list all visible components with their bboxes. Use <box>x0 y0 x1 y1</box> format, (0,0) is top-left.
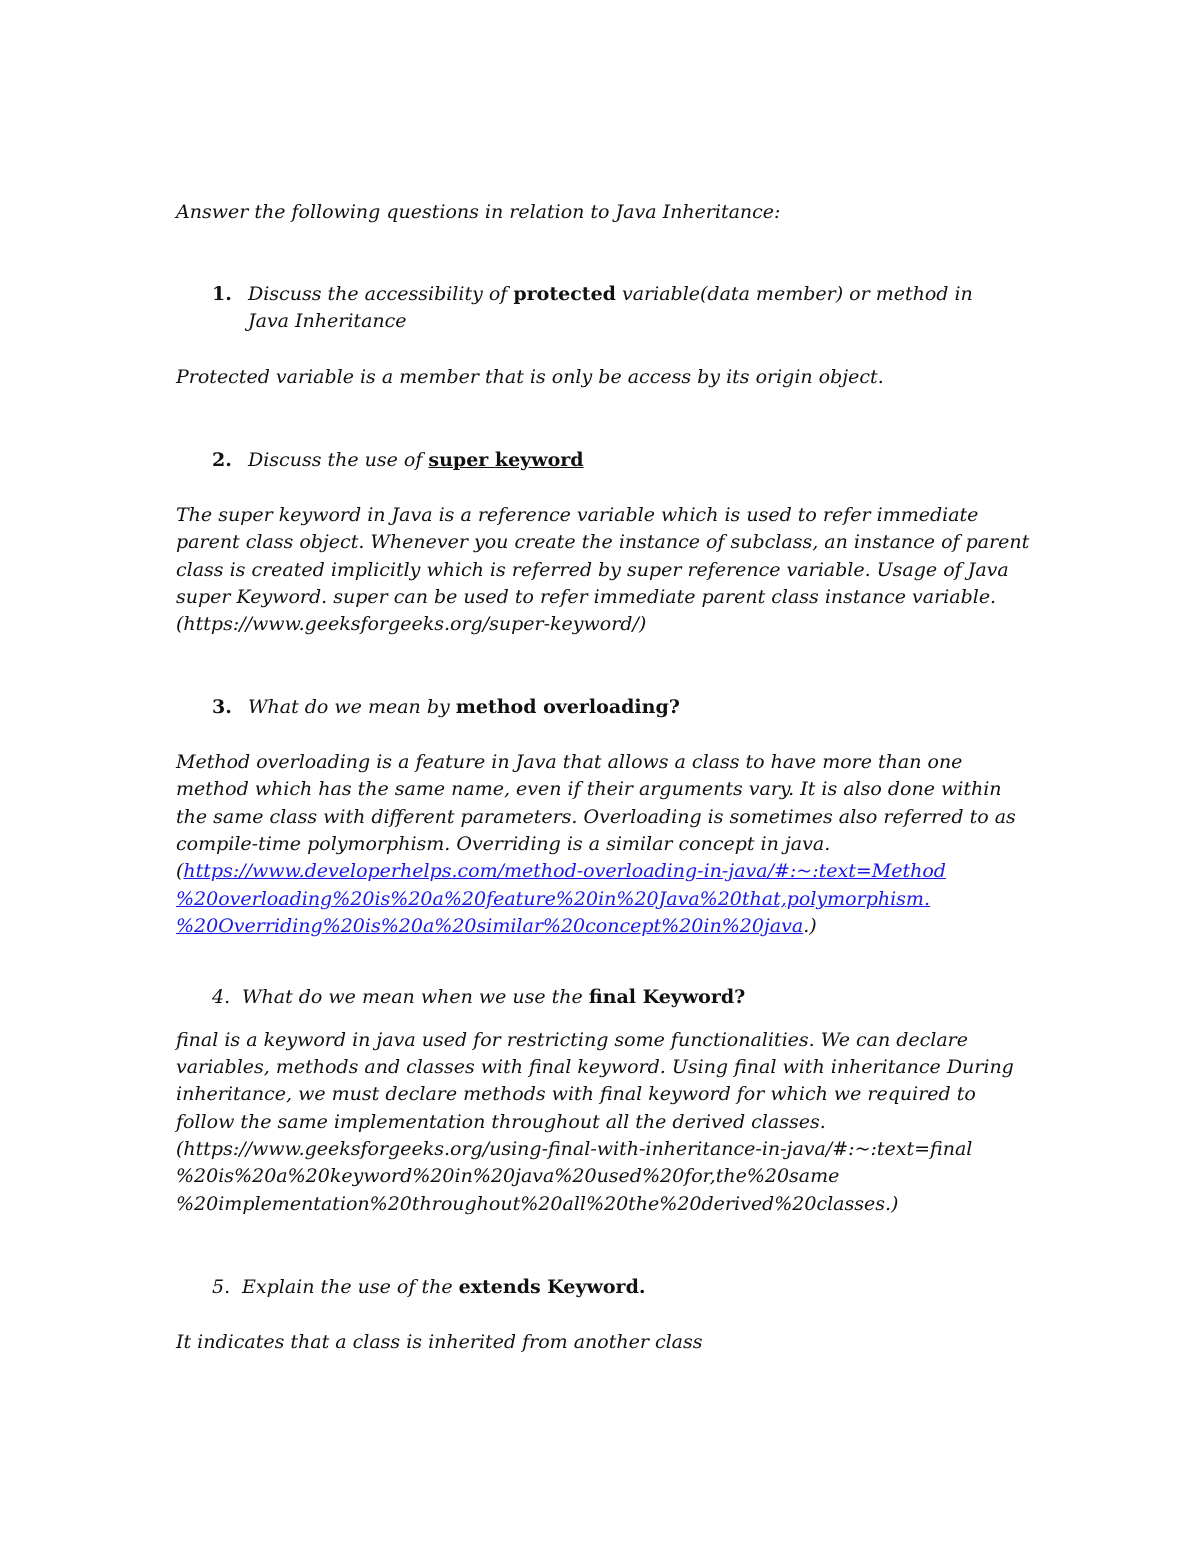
answer-5-line: It indicates that a class is inherited from another class <box>176 1331 703 1353</box>
answer-4-source: %20implementation%20throughout%20all%20the%20derived%20classes.) <box>176 1193 899 1215</box>
answer-3-link-line <box>176 858 946 885</box>
answer-4-line: follow the same implementation throughout all the derived classes. <box>176 1111 826 1133</box>
answer-4-line: variables, methods and classes with final keyword. Using final with inheritance During <box>176 1056 1014 1078</box>
answer-3-line: compile-time polymorphism. Overriding is a similar concept in java. <box>176 833 831 855</box>
question-2 <box>248 447 584 474</box>
question-3-keyword: method overloading? <box>455 696 680 718</box>
question-2-prefix: Discuss the use of <box>248 449 429 471</box>
question-1-prefix: Discuss the accessibility of <box>248 283 514 305</box>
answer-3-link-close: .) <box>803 915 817 937</box>
question-4-prefix: What do we mean when we use the <box>242 986 589 1008</box>
answer-2-source: (https://www.geeksforgeeks.org/super-keyword/) <box>176 613 647 635</box>
intro-text: Answer the following questions in relation to Java Inheritance: <box>176 201 781 223</box>
question-3-prefix: What do we mean by <box>248 696 456 718</box>
answer-3-link-line <box>176 913 817 940</box>
answer-3-line: the same class with different parameters. Overloading is sometimes also referred to as <box>176 806 1016 828</box>
question-2-keyword: super keyword <box>428 449 584 471</box>
answer-3-line: method which has the same name, even if their arguments vary. It is also done within <box>176 778 1002 800</box>
answer-3-link[interactable]: %20overloading%20is%20a%20feature%20in%20Java%20that,polymorphism. <box>176 888 930 910</box>
answer-3-link-line <box>176 886 930 913</box>
question-1-keyword: protected <box>513 283 616 305</box>
answer-4-source: (https://www.geeksforgeeks.org/using-final-with-inheritance-in-java/#:~:text=final <box>176 1138 973 1160</box>
answer-1-line: Protected variable is a member that is only be access by its origin object. <box>176 366 884 388</box>
answer-4-line: inheritance, we must declare methods with final keyword for which we required to <box>176 1083 976 1105</box>
answer-3-link-open: ( <box>176 860 184 882</box>
answer-3-link[interactable]: https://www.developerhelps.com/method-overloading-in-java/#:~:text=Method <box>183 860 946 882</box>
answer-3-line: Method overloading is a feature in Java that allows a class to have more than one <box>176 751 963 773</box>
question-5-keyword: extends Keyword. <box>458 1276 646 1298</box>
question-1 <box>248 281 973 308</box>
answer-4-source: %20is%20a%20keyword%20in%20java%20used%20for,the%20same <box>176 1165 840 1187</box>
question-2-number: 2. <box>212 449 232 471</box>
answer-2-line: parent class object. Whenever you create the instance of subclass, an instance of parent <box>176 531 1030 553</box>
question-3 <box>248 694 680 721</box>
question-4 <box>242 984 745 1011</box>
question-5 <box>242 1274 645 1301</box>
question-1-number: 1. <box>212 283 232 305</box>
question-4-keyword: final Keyword? <box>588 986 746 1008</box>
question-4-number: 4. <box>212 986 231 1008</box>
answer-3-link[interactable]: %20Overriding%20is%20a%20similar%20concept%20in%20java <box>176 915 804 937</box>
answer-2-line: class is created implicitly which is referred by super reference variable. Usage of Java <box>176 559 1009 581</box>
question-1-line2: Java Inheritance <box>248 310 407 332</box>
question-5-number: 5. <box>212 1276 231 1298</box>
question-1-suffix: variable(data member) or method in <box>615 283 973 305</box>
question-5-prefix: Explain the use of the <box>242 1276 459 1298</box>
answer-4-line: final is a keyword in java used for restricting some functionalities. We can declare <box>176 1029 969 1051</box>
question-3-number: 3. <box>212 696 232 718</box>
answer-2-line: super Keyword. super can be used to refer immediate parent class instance variable. <box>176 586 997 608</box>
answer-2-line: The super keyword in Java is a reference variable which is used to refer immediate <box>176 504 979 526</box>
